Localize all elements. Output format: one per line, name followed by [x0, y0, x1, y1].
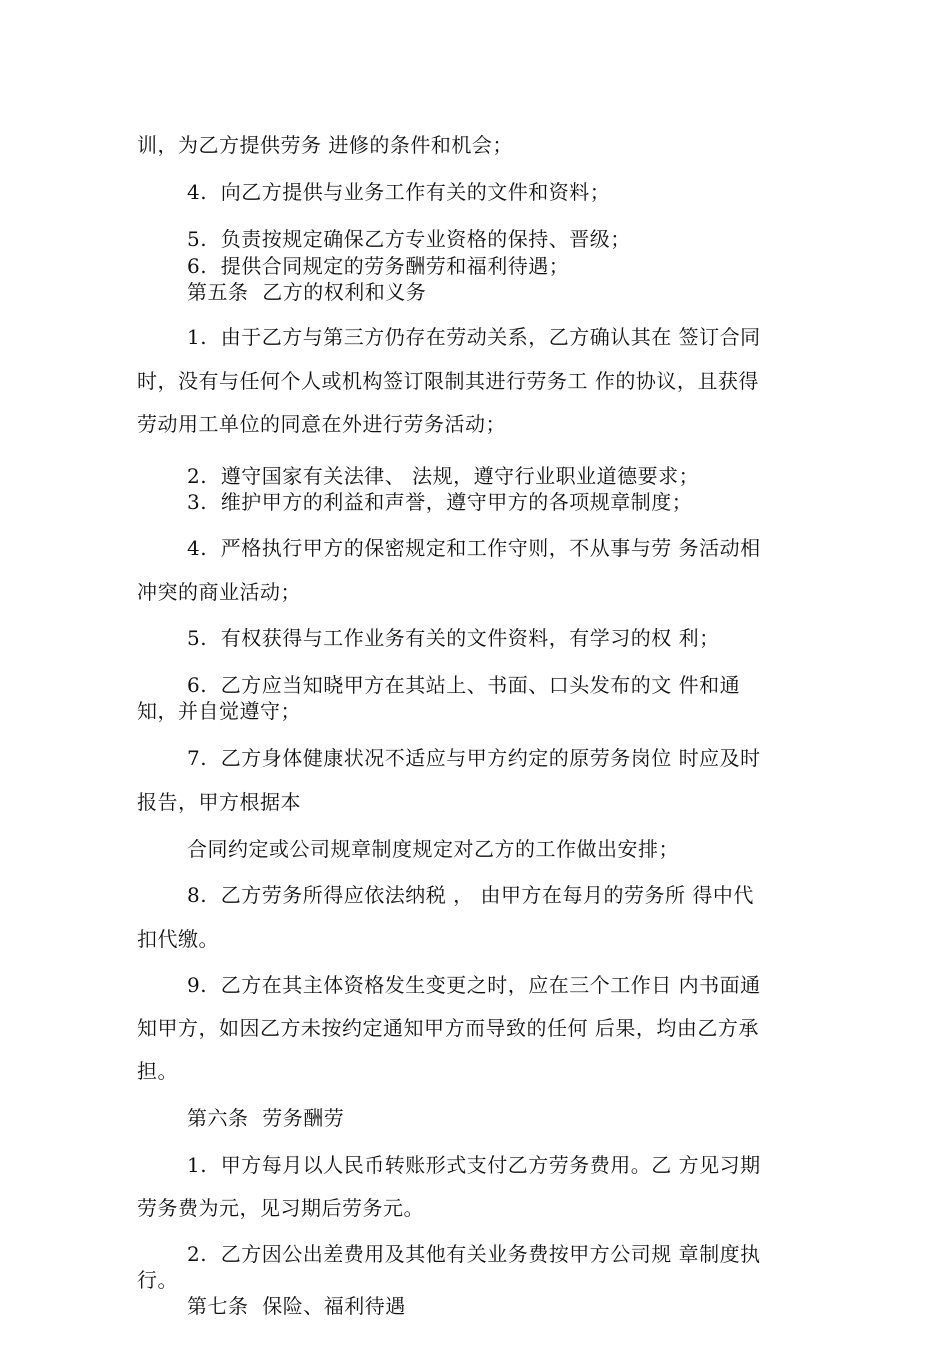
- text-line: 劳务费为元，见习期后劳务元。: [137, 1196, 424, 1220]
- text-line: 训，为乙方提供劳务 进修的条件和机会；: [137, 133, 513, 157]
- text-line: 时，没有与任何个人或机构签订限制其进行劳务工 作的协议，且获得: [137, 369, 759, 393]
- list-item: 4. 严格执行甲方的保密规定和工作守则，不从事与劳 务活动相: [187, 536, 761, 560]
- text-line: 扣代缴。: [137, 927, 219, 951]
- text-line: 冲突的商业活动；: [137, 580, 301, 604]
- list-item: 3. 维护甲方的利益和声誉，遵守甲方的各项规章制度；: [187, 490, 693, 514]
- list-item: 6. 提供合同规定的劳务酬劳和福利待遇；: [187, 254, 570, 278]
- list-item: 1. 由于乙方与第三方仍存在劳动关系，乙方确认其在 签订合同: [187, 325, 761, 349]
- list-item: 2. 乙方因公出差费用及其他有关业务费按甲方公司规 章制度执: [187, 1242, 761, 1266]
- list-item: 6. 乙方应当知晓甲方在其站上、书面、口头发布的文 件和通: [187, 673, 741, 697]
- text-line: 知甲方，如因乙方未按约定通知甲方而导致的任何 后果，均由乙方承: [137, 1016, 759, 1040]
- text-line: 行。: [137, 1268, 178, 1292]
- text-line: 合同约定或公司规章制度规定对乙方的工作做出安排；: [187, 837, 679, 861]
- list-item: 2. 遵守国家有关法律、 法规，遵守行业职业道德要求；: [187, 464, 700, 488]
- list-item: 4. 向乙方提供与业务工作有关的文件和资料；: [187, 180, 611, 204]
- section-heading: 第七条 保险、福利待遇: [187, 1294, 406, 1318]
- list-item: 5. 有权获得与工作业务有关的文件资料，有学习的权 利；: [187, 626, 720, 650]
- text-line: 担。: [137, 1059, 178, 1083]
- list-item: 9. 乙方在其主体资格发生变更之时，应在三个工作日 内书面通: [187, 973, 761, 997]
- text-line: 知，并自觉遵守；: [137, 699, 301, 723]
- section-heading: 第五条 乙方的权利和义务: [187, 280, 427, 304]
- list-item: 5. 负责按规定确保乙方专业资格的保持、晋级；: [187, 227, 631, 251]
- list-item: 7. 乙方身体健康状况不适应与甲方约定的原劳务岗位 时应及时: [187, 746, 761, 770]
- text-line: 报告，甲方根据本: [137, 790, 301, 814]
- text-line: 劳动用工单位的同意在外进行劳务活动；: [137, 412, 506, 436]
- list-item: 1. 甲方每月以人民币转账形式支付乙方劳务费用。乙 方见习期: [187, 1153, 761, 1177]
- section-heading: 第六条 劳务酬劳: [187, 1106, 345, 1130]
- list-item: 8. 乙方劳务所得应依法纳税 ， 由甲方在每月的劳务所 得中代: [187, 883, 754, 907]
